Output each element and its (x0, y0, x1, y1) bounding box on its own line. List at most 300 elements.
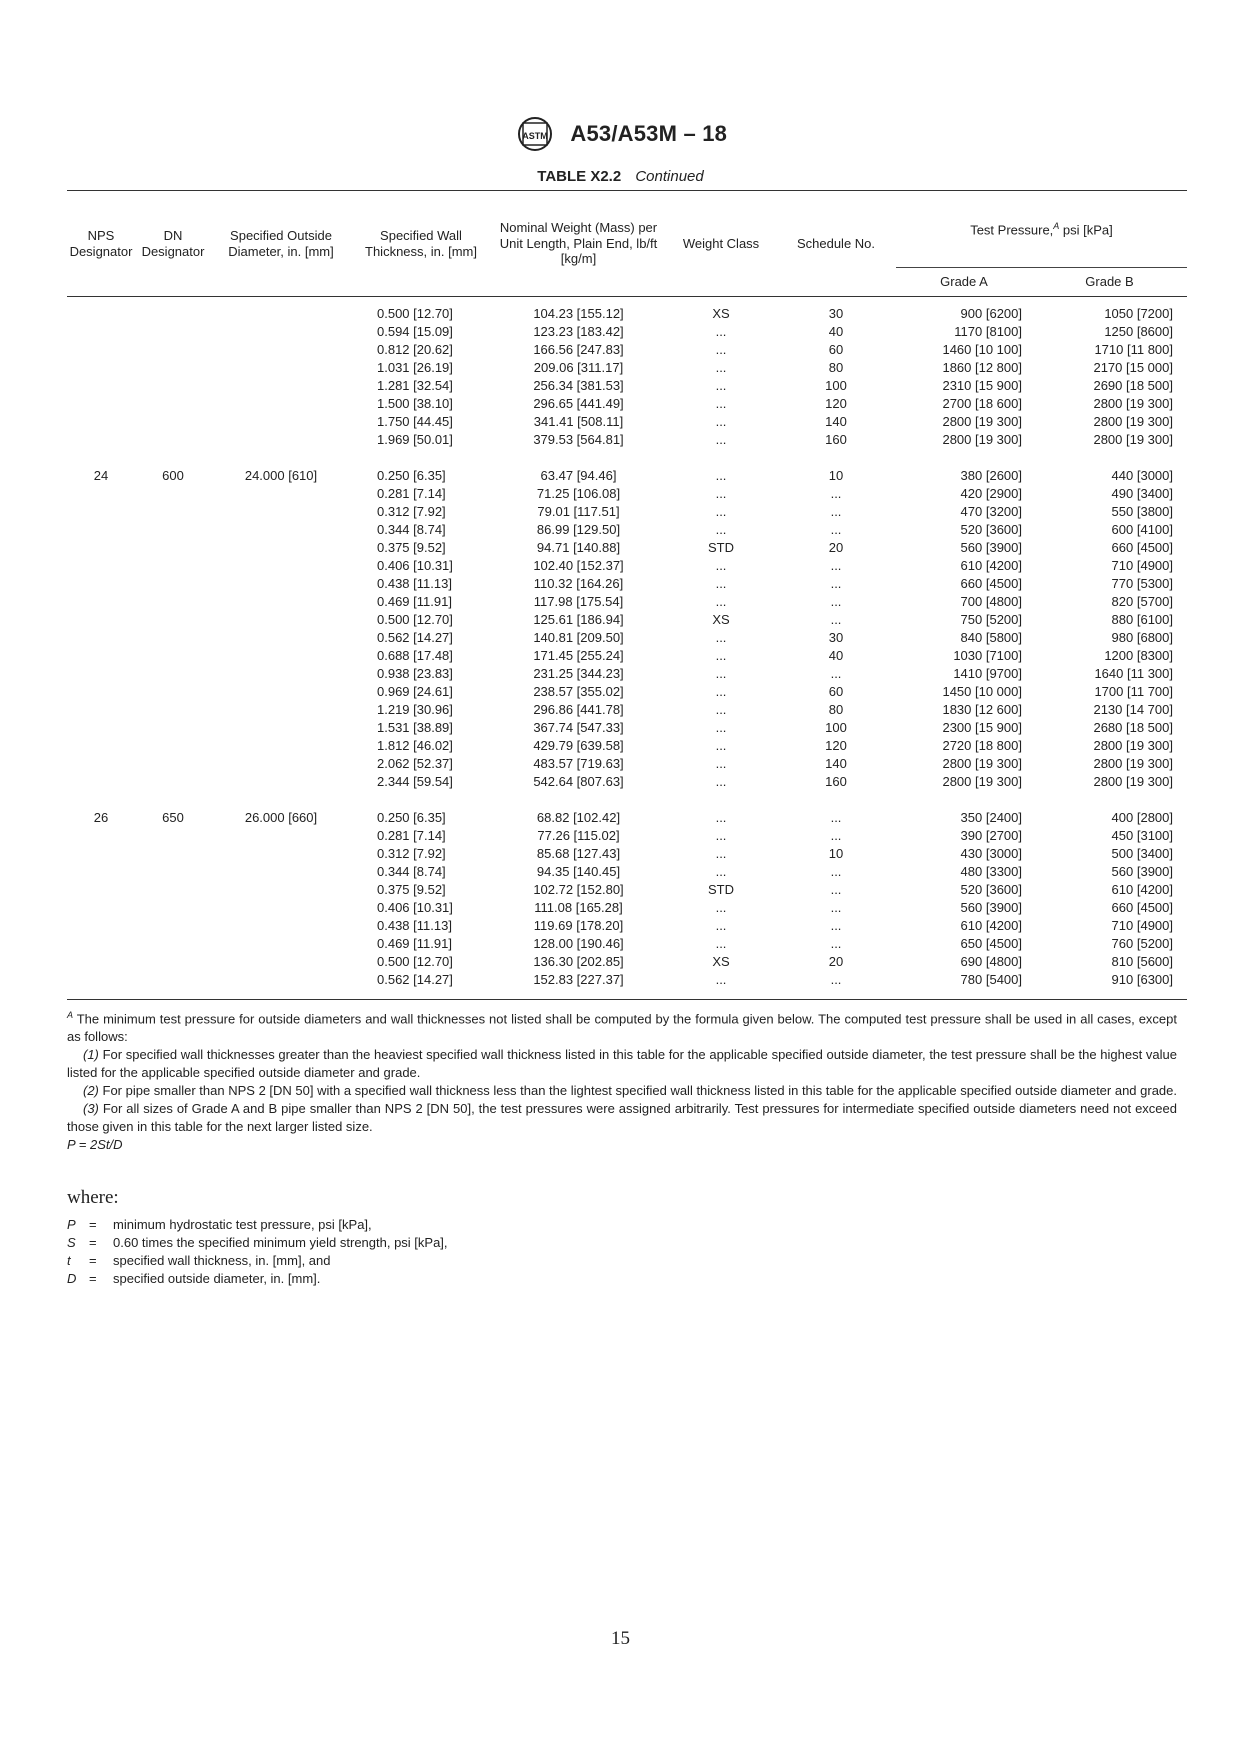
col-header-grade-b: Grade B (1032, 268, 1187, 297)
wall-thickness-cell: 1.219 [30.96] (377, 702, 453, 718)
table-title (0, 168, 1241, 185)
table-row (67, 297, 1187, 324)
schedule-cell: 100 (825, 720, 847, 736)
weight-class-cell: ... (715, 720, 727, 736)
dn-cell (135, 557, 211, 575)
col-header-wall: Specified Wall Thickness, in. [mm] (351, 191, 491, 297)
table-row (67, 827, 1187, 845)
weight-class-cell: ... (715, 414, 727, 430)
schedule-cell: 60 (828, 342, 844, 358)
grade-b-pressure-cell: 770 [5300] (1111, 576, 1173, 592)
nps-cell (67, 971, 135, 1000)
weight-cell: 63.47 [94.46] (540, 468, 617, 484)
dn-cell (135, 395, 211, 413)
weight-cell: 231.25 [344.23] (533, 666, 624, 682)
weight-class-cell: ... (715, 846, 727, 862)
grade-a-pressure-cell: 1860 [12 800] (942, 360, 1022, 376)
weight-class-cell: ... (715, 756, 727, 772)
table-row (67, 521, 1187, 539)
col-header-grade-a: Grade A (896, 268, 1032, 297)
weight-class-cell: ... (715, 378, 727, 394)
weight-cell: 104.23 [155.12] (533, 306, 624, 322)
table-label: TABLE X2.2 (537, 168, 622, 185)
nps-cell (67, 629, 135, 647)
od-cell (211, 521, 351, 539)
table-row (67, 323, 1187, 341)
dn-cell (135, 971, 211, 1000)
schedule-cell: ... (830, 936, 842, 952)
nps-cell (67, 737, 135, 755)
dn-cell (135, 665, 211, 683)
table-row (67, 845, 1187, 863)
wall-thickness-cell: 1.969 [50.01] (377, 432, 453, 448)
schedule-cell: ... (830, 666, 842, 682)
dn-cell (135, 297, 211, 324)
nps-cell (67, 503, 135, 521)
weight-class-cell: ... (715, 468, 727, 484)
dn-cell (135, 935, 211, 953)
od-cell: 24.000 [610] (244, 468, 318, 484)
dn-cell (135, 863, 211, 881)
wall-thickness-cell: 0.250 [6.35] (377, 810, 446, 826)
grade-b-pressure-cell: 910 [6300] (1032, 971, 1187, 1000)
table-row (67, 899, 1187, 917)
weight-cell: 483.57 [719.63] (533, 756, 624, 772)
weight-cell: 110.32 [164.26] (533, 576, 624, 592)
grade-b-pressure-cell: 660 [4500] (1111, 540, 1173, 556)
dn-cell (135, 323, 211, 341)
grade-a-pressure-cell: 840 [5800] (960, 630, 1022, 646)
nps-cell (67, 863, 135, 881)
nps-cell (67, 719, 135, 737)
weight-cell: 102.40 [152.37] (533, 558, 624, 574)
grade-b-pressure-cell: 710 [4900] (1111, 558, 1173, 574)
col-header-weight-class: Weight Class (666, 191, 776, 297)
table-row (67, 629, 1187, 647)
col-header-nps: NPS Designator (67, 191, 135, 297)
schedule-cell: ... (830, 594, 842, 610)
weight-class-cell: ... (715, 936, 727, 952)
schedule-cell: 100 (825, 378, 847, 394)
od-cell (211, 431, 351, 449)
table-row (67, 953, 1187, 971)
table-row (67, 341, 1187, 359)
weight-cell: 171.45 [255.24] (533, 648, 624, 664)
wall-thickness-cell: 0.375 [9.52] (377, 882, 446, 898)
nps-cell (67, 341, 135, 359)
definition-row: P = minimum hydrostatic test pressure, psi [kPa], (67, 1217, 372, 1232)
od-cell (211, 395, 351, 413)
table-row (67, 467, 1187, 485)
dn-cell (135, 881, 211, 899)
grade-b-pressure-cell: 660 [4500] (1111, 900, 1173, 916)
schedule-cell: 160 (825, 432, 847, 448)
wall-thickness-cell: 0.594 [15.09] (377, 324, 453, 340)
weight-class-cell: ... (715, 522, 727, 538)
schedule-cell: 30 (828, 630, 844, 646)
weight-class-cell: ... (715, 828, 727, 844)
nps-cell (67, 647, 135, 665)
dn-cell (135, 845, 211, 863)
od-cell (211, 557, 351, 575)
grade-b-pressure-cell: 760 [5200] (1111, 936, 1173, 952)
grade-b-pressure-cell: 2680 [18 500] (1093, 720, 1173, 736)
dn-cell (135, 503, 211, 521)
table-row (67, 701, 1187, 719)
wall-thickness-cell: 0.812 [20.62] (377, 342, 453, 358)
grade-a-pressure-cell: 2800 [19 300] (942, 756, 1022, 772)
col-header-dn: DN Designator (135, 191, 211, 297)
grade-a-pressure-cell: 2720 [18 800] (942, 738, 1022, 754)
schedule-cell: 80 (828, 702, 844, 718)
grade-b-pressure-cell: 2690 [18 500] (1093, 378, 1173, 394)
weight-cell: 429.79 [639.58] (533, 738, 624, 754)
od-cell (211, 539, 351, 557)
dn-cell (135, 413, 211, 431)
wall-thickness-cell: 2.344 [59.54] (377, 774, 453, 790)
dn-cell (135, 341, 211, 359)
nps-cell (67, 683, 135, 701)
grade-a-pressure-cell: 470 [3200] (960, 504, 1022, 520)
table-row (67, 737, 1187, 755)
grade-a-pressure-cell: 1830 [12 600] (942, 702, 1022, 718)
od-cell (211, 845, 351, 863)
col-header-test-pressure: Test Pressure,$^A$ psi [kPa] (896, 191, 1187, 268)
wall-thickness-cell: 0.406 [10.31] (377, 558, 453, 574)
schedule-cell: 40 (828, 324, 844, 340)
od-cell (211, 413, 351, 431)
schedule-cell: ... (830, 486, 842, 502)
wall-thickness-cell: 0.344 [8.74] (377, 864, 446, 880)
table-row (67, 683, 1187, 701)
table-row (67, 503, 1187, 521)
nps-cell (67, 485, 135, 503)
grade-a-pressure-cell: 390 [2700] (960, 828, 1022, 844)
grade-a-pressure-cell: 2300 [15 900] (942, 720, 1022, 736)
weight-class-cell: ... (715, 918, 727, 934)
schedule-cell: ... (776, 971, 896, 1000)
wall-thickness-cell: 0.938 [23.83] (377, 666, 453, 682)
dn-cell (135, 539, 211, 557)
od-cell (211, 773, 351, 791)
table-row (67, 881, 1187, 899)
weight-cell: 111.08 [165.28] (534, 900, 623, 916)
grade-b-pressure-cell: 610 [4200] (1111, 882, 1173, 898)
weight-cell: 238.57 [355.02] (533, 684, 624, 700)
page-number: 15 (611, 1628, 630, 1649)
weight-cell: 68.82 [102.42] (536, 810, 621, 826)
table-body (67, 297, 1187, 1000)
pressure-formula: P = 2St/D (67, 1137, 123, 1153)
footnote-a: $^A$ The minimum test pressure for outside diameters and wall thicknesses not listed shall be computed by the formula given below. The computed test pressure shall be used in all cases, except as follows: (67, 1010, 1177, 1045)
schedule-cell: ... (830, 810, 842, 826)
grade-b-pressure-cell: 600 [4100] (1111, 522, 1173, 538)
od-cell (211, 611, 351, 629)
document-header (0, 115, 1241, 153)
schedule-cell: ... (830, 864, 842, 880)
nps-cell (67, 575, 135, 593)
dn-cell (135, 773, 211, 791)
table-row (67, 665, 1187, 683)
grade-a-pressure-cell: 560 [3900] (960, 900, 1022, 916)
wall-thickness-cell: 1.531 [38.89] (377, 720, 453, 736)
schedule-cell: ... (830, 900, 842, 916)
grade-a-pressure-cell: 610 [4200] (960, 918, 1022, 934)
document-id: A53/A53M – 18 (570, 121, 728, 146)
grade-a-pressure-cell: 420 [2900] (960, 486, 1022, 502)
weight-class-cell: STD (708, 540, 734, 556)
weight-cell: 296.65 [441.49] (533, 396, 624, 412)
od-cell (211, 593, 351, 611)
table-row (67, 485, 1187, 503)
grade-b-pressure-cell: 2800 [19 300] (1093, 432, 1173, 448)
grade-b-pressure-cell: 1640 [11 300] (1094, 666, 1173, 682)
od-cell (211, 629, 351, 647)
grade-a-pressure-cell: 660 [4500] (960, 576, 1022, 592)
dn-cell (135, 431, 211, 449)
grade-a-pressure-cell: 650 [4500] (960, 936, 1022, 952)
schedule-cell: 120 (825, 738, 847, 754)
grade-b-pressure-cell: 810 [5600] (1111, 954, 1173, 970)
weight-class-cell: ... (715, 648, 727, 664)
weight-cell: 117.98 [175.54] (533, 594, 624, 610)
wall-thickness-cell: 0.469 [11.91] (377, 936, 452, 952)
dn-cell: 600 (162, 468, 184, 484)
wall-thickness-cell: 1.812 [46.02] (377, 738, 453, 754)
nps-cell (67, 827, 135, 845)
od-cell (211, 863, 351, 881)
schedule-cell: ... (830, 576, 842, 592)
dn-cell (135, 377, 211, 395)
grade-a-pressure-cell: 520 [3600] (960, 882, 1022, 898)
grade-b-pressure-cell: 550 [3800] (1111, 504, 1173, 520)
od-cell (211, 953, 351, 971)
wall-thickness-cell: 0.969 [24.61] (377, 684, 453, 700)
wall-thickness-cell: 0.250 [6.35] (377, 468, 446, 484)
nps-cell (67, 773, 135, 791)
schedule-cell: 80 (828, 360, 844, 376)
grade-b-pressure-cell: 2130 [14 700] (1093, 702, 1173, 718)
col-header-weight: Nominal Weight (Mass) per Unit Length, Plain End, lb/ft [kg/m] (491, 191, 666, 297)
schedule-cell: 30 (828, 306, 844, 322)
grade-b-pressure-cell: 2170 [15 000] (1093, 360, 1173, 376)
nps-cell (67, 755, 135, 773)
weight-class-cell: ... (715, 504, 727, 520)
weight-class-cell: ... (715, 630, 727, 646)
table-row (67, 917, 1187, 935)
od-cell (211, 755, 351, 773)
grade-a-pressure-cell: 560 [3900] (960, 540, 1022, 556)
dn-cell: 650 (162, 810, 184, 826)
weight-class-cell: ... (715, 432, 727, 448)
weight-cell: 542.64 [807.63] (533, 774, 624, 790)
grade-b-pressure-cell: 2800 [19 300] (1093, 756, 1173, 772)
od-cell (211, 701, 351, 719)
dn-cell (135, 521, 211, 539)
nps-cell (67, 665, 135, 683)
weight-cell: 166.56 [247.83] (533, 342, 624, 358)
grade-b-pressure-cell: 440 [3000] (1111, 468, 1173, 484)
nps-cell (67, 323, 135, 341)
weight-cell: 79.01 [117.51] (537, 504, 620, 520)
nps-cell (67, 593, 135, 611)
table-row (67, 719, 1187, 737)
grade-a-pressure-cell: 2310 [15 900] (942, 378, 1022, 394)
nps-cell (67, 413, 135, 431)
dn-cell (135, 719, 211, 737)
wall-thickness-cell: 0.281 [7.14] (377, 828, 446, 844)
nps-cell (67, 557, 135, 575)
wall-thickness-cell: 1.031 [26.19] (377, 360, 453, 376)
wall-thickness-cell: 0.375 [9.52] (377, 540, 446, 556)
nps-cell (67, 431, 135, 449)
grade-a-pressure-cell: 900 [6200] (960, 306, 1022, 322)
grade-b-pressure-cell: 880 [6100] (1111, 612, 1173, 628)
od-cell (211, 359, 351, 377)
weight-cell: 123.23 [183.42] (533, 324, 624, 340)
weight-class-cell: ... (666, 971, 776, 1000)
col-header-od: Specified Outside Diameter, in. [mm] (211, 191, 351, 297)
wall-thickness-cell: 0.438 [11.13] (377, 918, 452, 934)
wall-thickness-cell: 0.344 [8.74] (377, 522, 446, 538)
weight-cell: 125.61 [186.94] (533, 612, 624, 628)
footnote-item-3: (3) For all sizes of Grade A and B pipe smaller than NPS 2 [DN 50], the test pressures were assigned arbitrarily. Test pressures for intermediate specified outside diameters need not exceed those given in this table for the next larger listed size. (67, 1101, 1177, 1135)
weight-cell: 128.00 [190.46] (533, 936, 624, 952)
od-cell (211, 341, 351, 359)
od-cell (211, 899, 351, 917)
dn-cell (135, 917, 211, 935)
grade-b-pressure-cell: 560 [3900] (1111, 864, 1173, 880)
table-row (67, 611, 1187, 629)
od-cell (211, 719, 351, 737)
weight-class-cell: ... (715, 396, 727, 412)
grade-b-pressure-cell: 500 [3400] (1111, 846, 1173, 862)
weight-cell: 140.81 [209.50] (533, 630, 624, 646)
od-cell (211, 971, 351, 1000)
dn-cell (135, 737, 211, 755)
od-cell (211, 297, 351, 324)
grade-b-pressure-cell: 2800 [19 300] (1093, 774, 1173, 790)
weight-class-cell: XS (712, 612, 730, 628)
grade-a-pressure-cell: 2800 [19 300] (942, 432, 1022, 448)
wall-thickness-cell: 0.281 [7.14] (377, 486, 446, 502)
grade-b-pressure-cell: 2800 [19 300] (1093, 414, 1173, 430)
wall-thickness-cell: 1.281 [32.54] (377, 378, 453, 394)
table-row (67, 359, 1187, 377)
od-cell (211, 827, 351, 845)
nps-cell (67, 297, 135, 324)
weight-cell: 77.26 [115.02] (537, 828, 620, 844)
table-row (67, 935, 1187, 953)
dn-cell (135, 629, 211, 647)
weight-class-cell: XS (712, 306, 730, 322)
schedule-cell: 140 (825, 414, 847, 430)
weight-cell: 94.71 [140.88] (536, 540, 621, 556)
wall-thickness-cell: 0.562 [14.27] (377, 630, 453, 646)
grade-a-pressure-cell: 1030 [7100] (953, 648, 1022, 664)
grade-b-pressure-cell: 1710 [11 800] (1094, 342, 1173, 358)
wall-thickness-cell: 1.500 [38.10] (377, 396, 453, 412)
dn-cell (135, 593, 211, 611)
nps-cell (67, 701, 135, 719)
weight-class-cell: ... (715, 342, 727, 358)
where-label: where: (67, 1187, 119, 1208)
grade-a-pressure-cell: 2800 [19 300] (942, 774, 1022, 790)
dn-cell (135, 899, 211, 917)
footnote-item-2: (2) For pipe smaller than NPS 2 [DN 50] with a specified wall thickness less than the lightest specified wall thickness listed in this table for the applicable specified outside diameter and grade. (83, 1083, 1178, 1099)
od-cell (211, 647, 351, 665)
weight-class-cell: ... (715, 324, 727, 340)
wall-thickness-cell: 0.438 [11.13] (377, 576, 452, 592)
wall-thickness-cell: 0.469 [11.91] (377, 594, 452, 610)
dn-cell (135, 755, 211, 773)
grade-a-pressure-cell: 700 [4800] (960, 594, 1022, 610)
nps-cell (67, 539, 135, 557)
table-continued: Continued (635, 168, 704, 185)
nps-cell: 26 (93, 810, 109, 826)
nps-cell (67, 899, 135, 917)
grade-b-pressure-cell: 1700 [11 700] (1094, 684, 1173, 700)
table-row (67, 539, 1187, 557)
od-cell (211, 503, 351, 521)
dn-cell (135, 647, 211, 665)
grade-b-pressure-cell: 710 [4900] (1111, 918, 1173, 934)
od-cell (211, 917, 351, 935)
wall-thickness-cell: 0.688 [17.48] (377, 648, 453, 664)
variable-definitions (67, 1216, 448, 1288)
nps-cell (67, 845, 135, 863)
schedule-cell: ... (830, 504, 842, 520)
table-row (67, 809, 1187, 827)
od-cell (211, 881, 351, 899)
footnote-item-1: (1) For specified wall thicknesses greater than the heaviest specified wall thickness listed in this table for the applicable specified outside diameter, the test pressure shall be the highest value listed for the applicable specified outside diameter and grade. (67, 1047, 1177, 1081)
weight-class-cell: STD (708, 882, 734, 898)
table-row (67, 395, 1187, 413)
dn-cell (135, 359, 211, 377)
grade-a-pressure-cell: 480 [3300] (960, 864, 1022, 880)
weight-cell: 94.35 [140.45] (536, 864, 621, 880)
pressure-table (67, 190, 1187, 1000)
weight-cell: 341.41 [508.11] (533, 414, 624, 430)
weight-class-cell: XS (712, 954, 730, 970)
dn-cell (135, 827, 211, 845)
table-row (67, 647, 1187, 665)
weight-class-cell: ... (715, 360, 727, 376)
schedule-cell: 10 (828, 846, 844, 862)
grade-b-pressure-cell: 980 [6800] (1111, 630, 1173, 646)
grade-b-pressure-cell: 450 [3100] (1111, 828, 1173, 844)
definition-row: D = specified outside diameter, in. [mm]. (67, 1271, 321, 1286)
weight-class-cell: ... (715, 900, 727, 916)
schedule-cell: 20 (828, 954, 844, 970)
schedule-cell: 140 (825, 756, 847, 772)
grade-a-pressure-cell: 350 [2400] (960, 810, 1022, 826)
weight-cell: 152.83 [227.37] (491, 971, 666, 1000)
od-cell (211, 737, 351, 755)
od-cell (211, 485, 351, 503)
schedule-cell: ... (830, 918, 842, 934)
schedule-cell: 20 (828, 540, 844, 556)
grade-a-pressure-cell: 780 [5400] (896, 971, 1032, 1000)
grade-a-pressure-cell: 2800 [19 300] (942, 414, 1022, 430)
nps-cell (67, 395, 135, 413)
table-row (67, 557, 1187, 575)
schedule-cell: 60 (828, 684, 844, 700)
grade-b-pressure-cell: 400 [2800] (1111, 810, 1173, 826)
wall-thickness-cell: 0.500 [12.70] (377, 612, 453, 628)
grade-a-pressure-cell: 690 [4800] (960, 954, 1022, 970)
od-cell (211, 665, 351, 683)
